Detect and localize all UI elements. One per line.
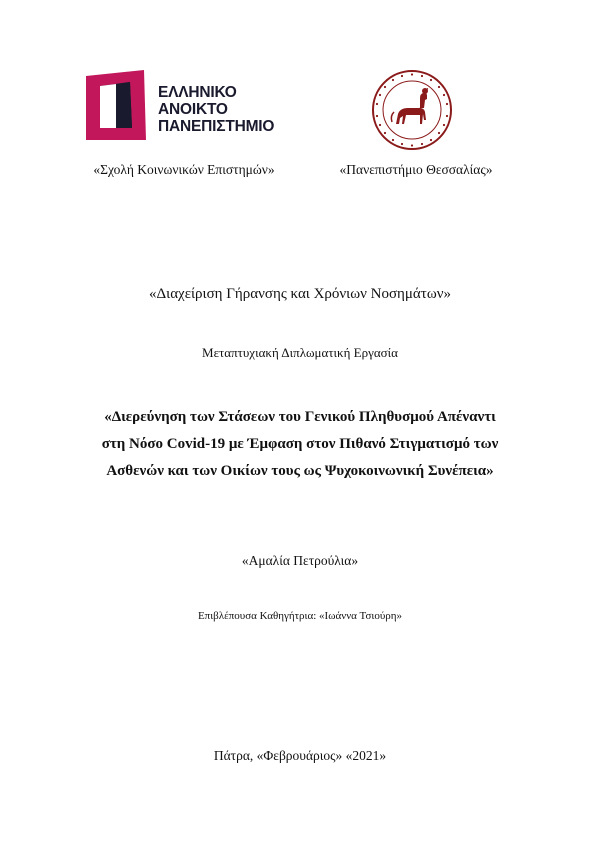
faculty-label: «Σχολή Κοινωνικών Επιστημών»	[93, 162, 275, 177]
thesis-type: Μεταπτυχιακή Διπλωματική Εργασία	[202, 345, 398, 360]
eap-logo-line-3: ΠΑΝΕΠΙΣΤΗΜΙΟ	[158, 118, 275, 135]
eap-logo-line-1: ΕΛΛΗΝΙΚΟ	[158, 84, 237, 101]
thesis-title-line: «Διερεύνηση των Στάσεων του Γενικού Πληθυσμού Απέναντι	[104, 409, 496, 425]
eap-logo-mark-icon	[86, 70, 154, 140]
eap-logo	[86, 70, 276, 140]
author-name: «Αμαλία Πετρούλια»	[241, 553, 359, 568]
thesis-title-line: Ασθενών και των Οικίων τους ως Ψυχοκοινωνική Συνέπεια»	[106, 463, 494, 479]
program-title: «Διαχείριση Γήρανσης και Χρόνιων Νοσημάτων»	[149, 286, 451, 302]
thesis-title-line: στη Νόσο Covid-19 με Έμφαση στον Πιθανό Στιγματισμό των	[101, 436, 499, 452]
university-label: «Πανεπιστήμιο Θεσσαλίας»	[339, 162, 493, 177]
place-and-date: Πάτρα, «Φεβρουάριος» «2021»	[213, 748, 387, 763]
supervisor: Επιβλέπουσα Καθηγήτρια: «Ιωάννα Τσιούρη»	[197, 610, 403, 622]
thesis-title	[60, 404, 540, 485]
university-seal-icon	[370, 68, 454, 152]
eap-logo-line-2: ΑΝΟΙΚΤΟ	[158, 101, 228, 118]
